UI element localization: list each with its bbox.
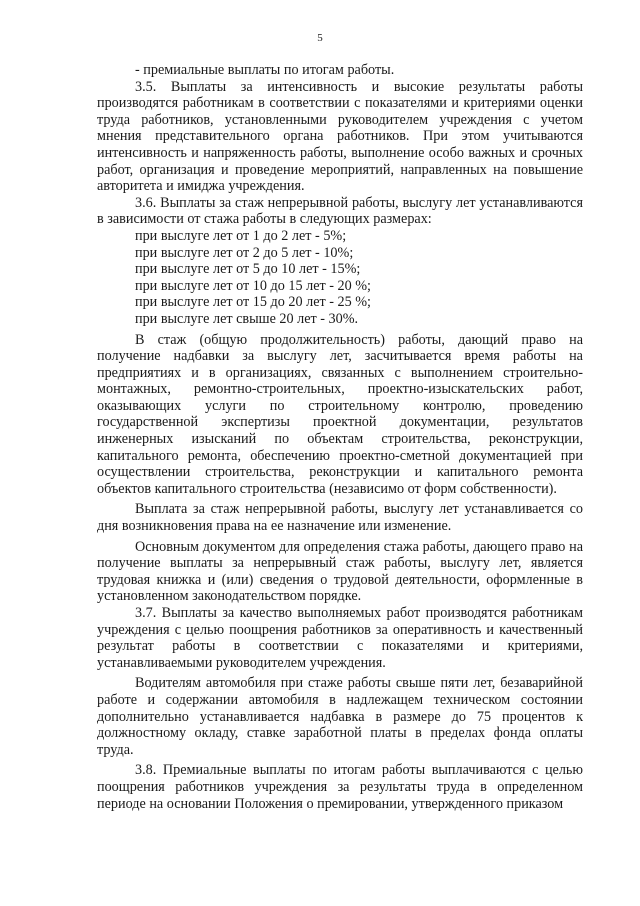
seniority-list-item: при выслуге лет от 2 до 5 лет - 10%; — [135, 244, 354, 261]
document-body — [97, 62, 583, 812]
seniority-list-item: при выслуге лет от 5 до 10 лет - 15%; — [135, 261, 361, 278]
page-number: 5 — [317, 32, 323, 44]
paragraph-seniority-eligibility: В стаж (общую продолжительность) работы, дающий право на получение надбавки за выслугу лет, засчитывается время работы на предприятиях и в организациях, связанных с выполнением строительно-монтажных, ремонтно-строительных, проектно-изыскательских работ, оказывающих услуги по строительному контролю, проведению государственной экспертизы проектной документации, результатов инженерных изысканий по объектам строительства, реконструкции, капитального ремонта, обеспечению проектно-сметной документацией при осуществлении строительства, реконструкции и капитального ремонта объектов капитального строительства (независимо от форм собственности). — [97, 331, 583, 497]
paragraph-3-8-bonuses: 3.8. Премиальные выплаты по итогам работы выплачиваются с целью поощрения работников учреждения за результаты труда в определенном периоде на основании Положения о премировании, утвержденного приказом — [97, 762, 583, 812]
paragraph-seniority-document: Основным документом для определения стажа работы, дающего право на получение выплаты за непрерывный стаж работы, выслугу лет, является трудовая книжка и (или) сведения о трудовой деятельности, оформленные в установленном законодательством порядке. — [97, 538, 583, 605]
seniority-list-item: при выслуге лет от 10 до 15 лет - 20 %; — [135, 277, 371, 294]
paragraph-3-7-quality: 3.7. Выплаты за качество выполняемых работ производятся работникам учреждения с целью поощрения работников за оперативность и качественный результат работы в соответствии с показателями и критериями, устанавливаемыми руководителем учреждения. — [97, 605, 583, 671]
paragraph-3-6-seniority: 3.6. Выплаты за стаж непрерывной работы, выслугу лет устанавливаются в зависимости от стажа работы в следующих размерах: — [97, 194, 583, 228]
seniority-list-item: при выслуге лет от 1 до 2 лет - 5%; — [135, 227, 347, 244]
seniority-list-item: при выслуге лет от 15 до 20 лет - 25 %; — [135, 294, 371, 311]
paragraph-drivers-allowance: Водителям автомобиля при стаже работы свыше пяти лет, безаварийной работе и содержании автомобиля в надлежащем техническом состоянии дополнительно устанавливается надбавка в размере до 75 процентов к должностному окладу, ставке заработной платы в пределах фонда оплаты труда. — [97, 675, 583, 758]
paragraph-3-5-intensity: 3.5. Выплаты за интенсивность и высокие результаты работы производятся работникам в соответствии с показателями и критериями оценки труда работников, установленными руководителем учреждения с учетом мнения представительного органа работников. При этом учитываются интенсивность и напряженность работы, выполнение особо важных и срочных работ, организация и проведение мероприятий, направленных на повышение авторитета и имиджа учреждения. — [97, 78, 583, 195]
seniority-list-item: при выслуге лет свыше 20 лет - 30%. — [135, 310, 359, 327]
paragraph-seniority-start: Выплата за стаж непрерывной работы, выслугу лет устанавливается со дня возникновения права на ее назначение или изменение. — [97, 501, 583, 535]
paragraph-bonus-item: - премиальные выплаты по итогам работы. — [135, 62, 395, 78]
